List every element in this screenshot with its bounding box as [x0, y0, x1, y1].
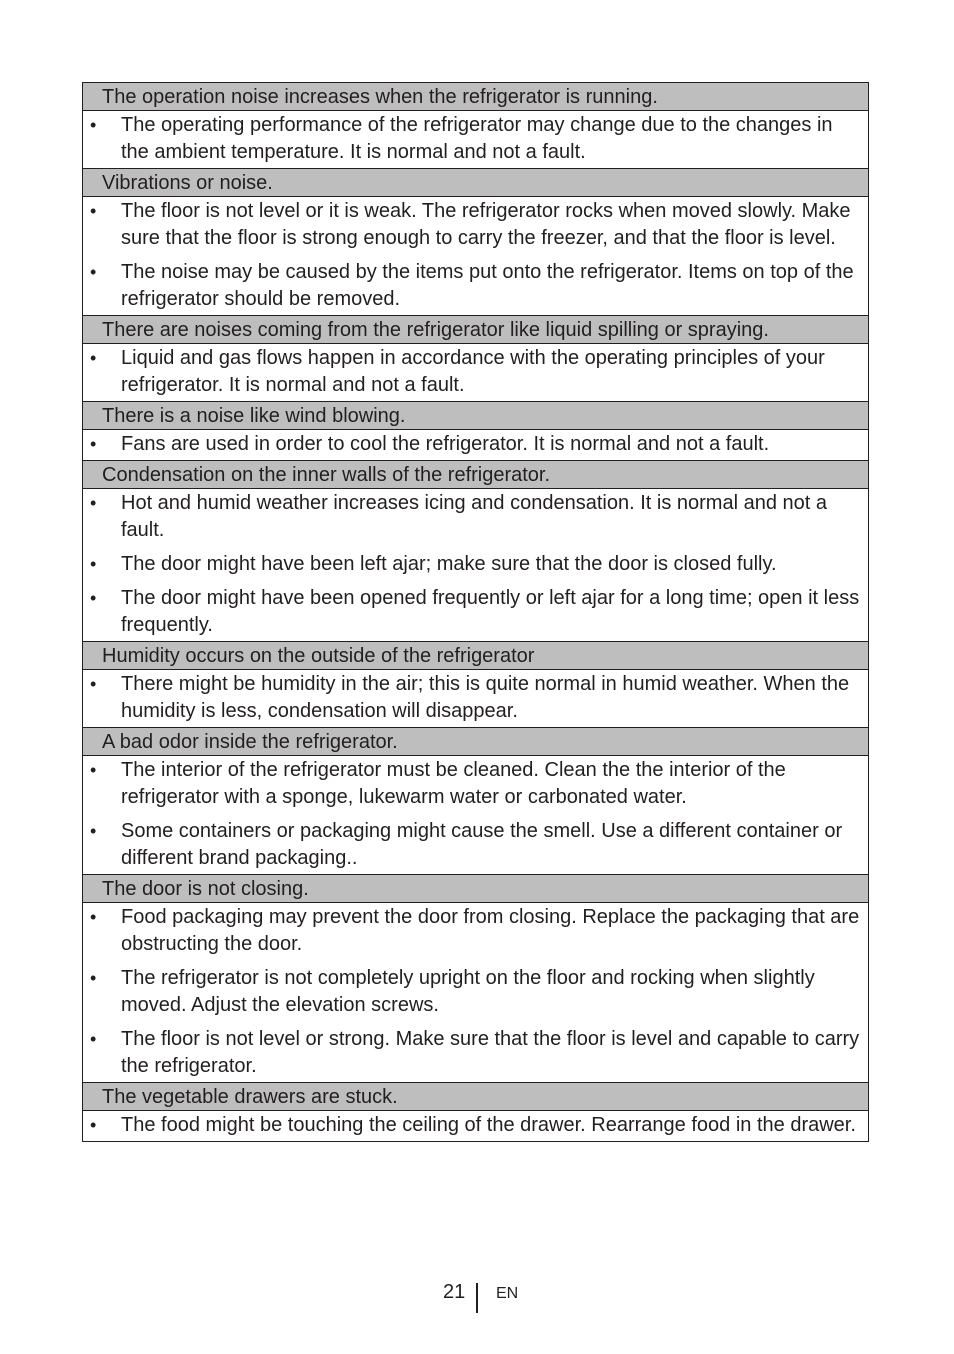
solution-text: The interior of the refrigerator must be cleaned. Clean the the interior of the refrigerator with a sponge, lukewarm water or carbonated water.	[121, 759, 786, 808]
bullet-icon: •	[90, 1029, 97, 1049]
solution-item	[83, 757, 868, 811]
bullet-icon: •	[90, 760, 97, 780]
solution-item	[83, 965, 868, 1019]
problem-section	[83, 728, 868, 875]
language-code: EN	[496, 1285, 519, 1302]
bullet-icon: •	[90, 674, 97, 694]
problem-heading: The vegetable drawers are stuck.	[83, 1083, 868, 1111]
solution-list	[83, 1111, 868, 1141]
solution-list	[83, 111, 868, 169]
problem-section	[83, 316, 868, 402]
solution-item	[83, 818, 868, 872]
problem-heading: Condensation on the inner walls of the refrigerator.	[83, 461, 868, 489]
bullet-icon: •	[90, 968, 97, 988]
solution-text: The refrigerator is not completely upright on the floor and rocking when slightly moved. Adjust the elevation screws.	[121, 967, 815, 1016]
solution-text: Liquid and gas flows happen in accordance with the operating principles of your refrigerator. It is normal and not a fault.	[121, 347, 825, 396]
problem-section	[83, 642, 868, 728]
solution-text: The floor is not level or strong. Make sure that the floor is level and capable to carry the refrigerator.	[121, 1028, 860, 1077]
problem-section	[83, 875, 868, 1083]
solution-list	[83, 756, 868, 875]
page-number: 21	[443, 1281, 466, 1303]
solution-item	[83, 198, 868, 252]
bullet-icon: •	[90, 348, 97, 368]
bullet-icon: •	[90, 201, 97, 221]
problem-heading: There is a noise like wind blowing.	[83, 402, 868, 430]
bullet-icon: •	[90, 115, 97, 135]
problem-heading: Vibrations or noise.	[83, 169, 868, 197]
solution-item	[83, 490, 868, 544]
solution-text: The operating performance of the refrigerator may change due to the changes in the ambient temperature. It is normal and not a fault.	[121, 114, 833, 163]
solution-item	[83, 551, 868, 578]
problem-heading: A bad odor inside the refrigerator.	[83, 728, 868, 756]
solution-item	[83, 259, 868, 313]
solution-list	[83, 344, 868, 402]
bullet-icon: •	[90, 554, 97, 574]
footer-divider	[476, 1283, 478, 1313]
solution-text: Some containers or packaging might cause the smell. Use a different container or different brand packaging..	[121, 820, 843, 869]
bullet-icon: •	[90, 1115, 97, 1135]
solution-item	[83, 1026, 868, 1080]
problem-heading: The operation noise increases when the refrigerator is running.	[83, 83, 868, 111]
solution-text: The door might have been opened frequently or left ajar for a long time; open it less frequently.	[121, 587, 860, 636]
bullet-icon: •	[90, 434, 97, 454]
solution-text: The noise may be caused by the items put onto the refrigerator. Items on top of the refrigerator should be removed.	[121, 261, 854, 310]
solution-item	[83, 112, 868, 166]
solution-item	[83, 585, 868, 639]
page-footer	[0, 1281, 954, 1311]
solution-item	[83, 1112, 868, 1139]
problem-heading: There are noises coming from the refrigerator like liquid spilling or spraying.	[83, 316, 868, 344]
solution-item	[83, 431, 868, 458]
solution-item	[83, 345, 868, 399]
solution-text: There might be humidity in the air; this is quite normal in humid weather. When the humidity is less, condensation will disappear.	[121, 673, 850, 722]
problem-heading: The door is not closing.	[83, 875, 868, 903]
solution-list	[83, 670, 868, 728]
problem-heading: Humidity occurs on the outside of the refrigerator	[83, 642, 868, 670]
problem-section	[83, 83, 868, 169]
solution-list	[83, 430, 868, 461]
solution-text: Food packaging may prevent the door from closing. Replace the packaging that are obstructing the door.	[121, 906, 860, 955]
solution-list	[83, 903, 868, 1083]
problem-section	[83, 169, 868, 316]
bullet-icon: •	[90, 907, 97, 927]
solution-item	[83, 671, 868, 725]
bullet-icon: •	[90, 493, 97, 513]
solution-item	[83, 904, 868, 958]
bullet-icon: •	[90, 821, 97, 841]
solution-list	[83, 197, 868, 316]
troubleshooting-table	[82, 82, 869, 1142]
solution-text: The door might have been left ajar; make sure that the door is closed fully.	[121, 553, 777, 575]
solution-text: Hot and humid weather increases icing and condensation. It is normal and not a fault.	[121, 492, 827, 541]
solution-list	[83, 489, 868, 642]
solution-text: Fans are used in order to cool the refrigerator. It is normal and not a fault.	[121, 433, 770, 455]
solution-text: The food might be touching the ceiling of the drawer. Rearrange food in the drawer.	[121, 1114, 856, 1136]
bullet-icon: •	[90, 588, 97, 608]
bullet-icon: •	[90, 262, 97, 282]
problem-section	[83, 1083, 868, 1141]
solution-text: The floor is not level or it is weak. The refrigerator rocks when moved slowly. Make sure that the floor is strong enough to carry the freezer, and that the floor is level.	[121, 200, 851, 249]
problem-section	[83, 402, 868, 461]
problem-section	[83, 461, 868, 642]
